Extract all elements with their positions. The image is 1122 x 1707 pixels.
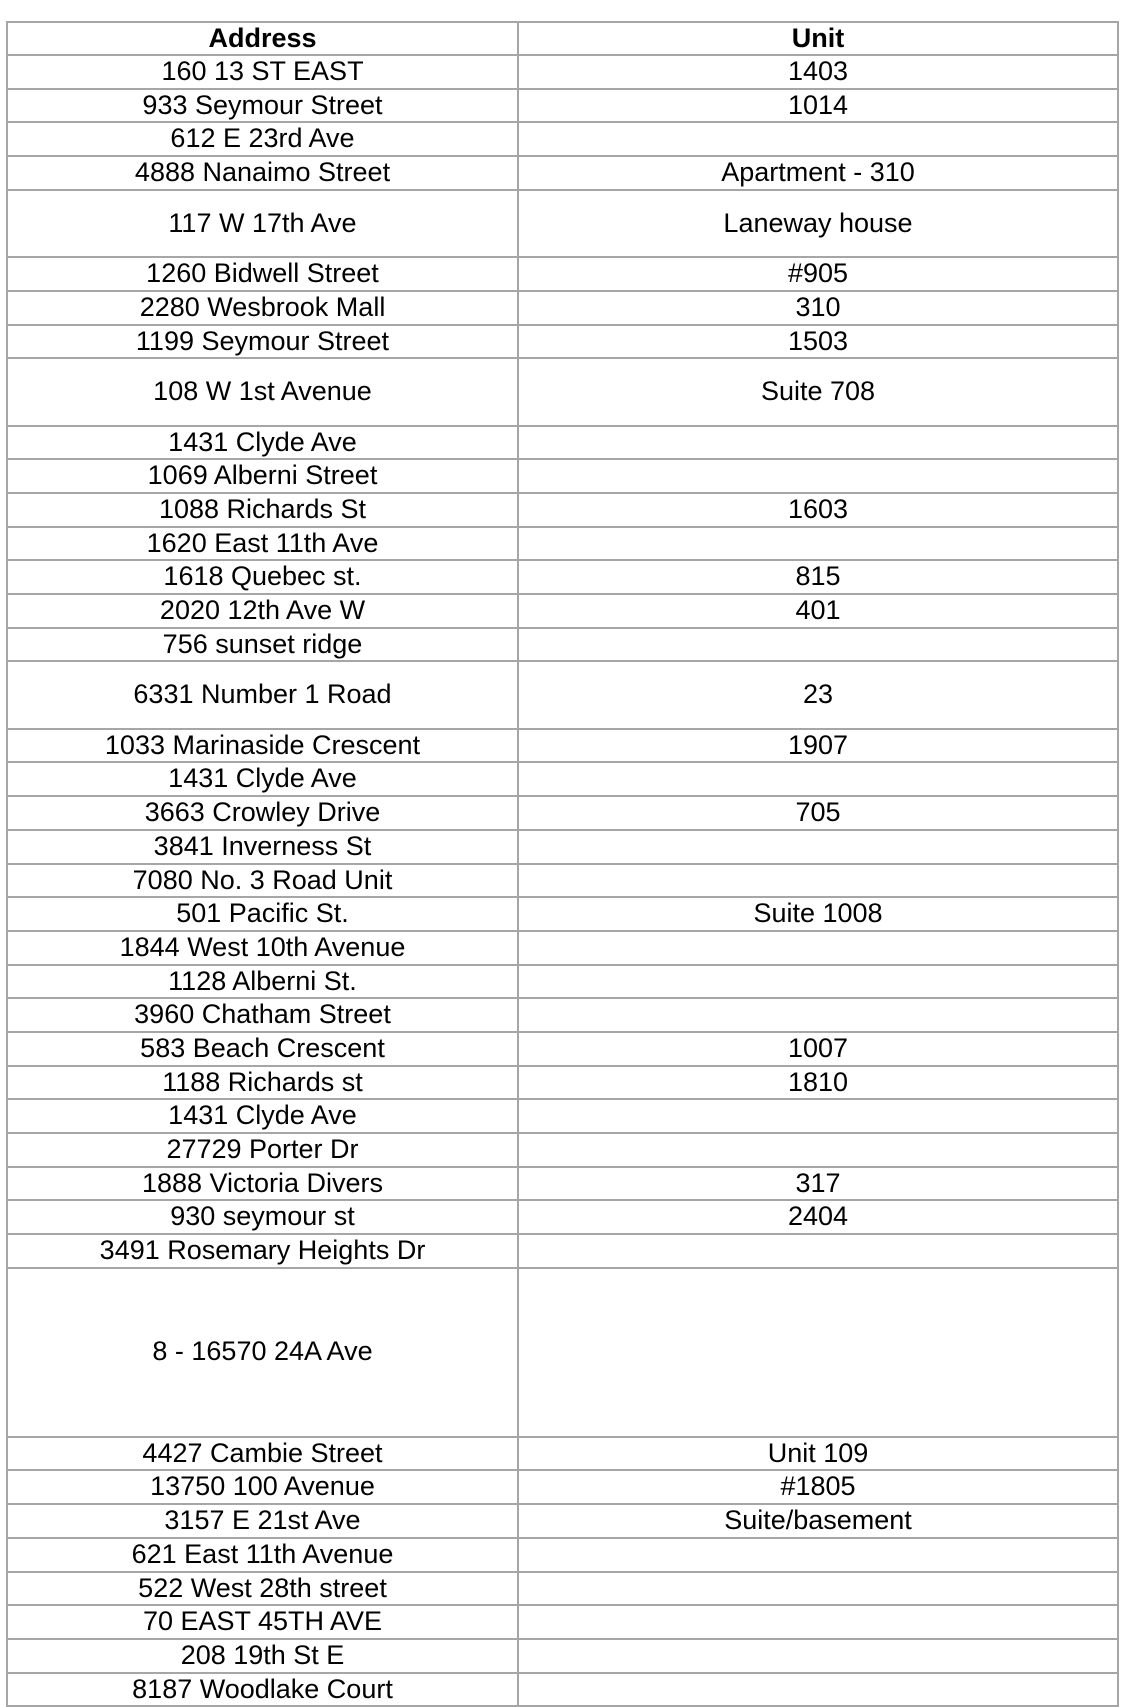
unit-cell[interactable]: Suite 708	[518, 358, 1118, 425]
table-row	[7, 527, 1118, 561]
address-cell[interactable]: 1888 Victoria Divers	[7, 1167, 518, 1201]
address-cell[interactable]: 1620 East 11th Ave	[7, 527, 518, 561]
unit-cell[interactable]: 705	[518, 796, 1118, 830]
unit-cell[interactable]: Laneway house	[518, 190, 1118, 257]
address-cell[interactable]: 13750 100 Avenue	[7, 1470, 518, 1504]
address-cell[interactable]: 1844 West 10th Avenue	[7, 931, 518, 965]
table-row	[7, 190, 1118, 257]
address-cell[interactable]: 4888 Nanaimo Street	[7, 156, 518, 190]
table-row	[7, 1066, 1118, 1100]
address-cell[interactable]: 1069 Alberni Street	[7, 459, 518, 493]
address-cell[interactable]: 1033 Marinaside Crescent	[7, 729, 518, 763]
table-row	[7, 762, 1118, 796]
table-row	[7, 560, 1118, 594]
table-row	[7, 1200, 1118, 1234]
table-row	[7, 830, 1118, 864]
address-cell[interactable]: 8 - 16570 24A Ave	[7, 1268, 518, 1437]
unit-cell[interactable]	[518, 1234, 1118, 1268]
unit-cell[interactable]: 23	[518, 661, 1118, 728]
address-cell[interactable]: 930 seymour st	[7, 1200, 518, 1234]
table-row	[7, 291, 1118, 325]
table-body	[7, 55, 1118, 1706]
unit-cell[interactable]	[518, 1268, 1118, 1437]
address-cell[interactable]: 1088 Richards St	[7, 493, 518, 527]
address-cell[interactable]: 70 EAST 45TH AVE	[7, 1605, 518, 1639]
table-row	[7, 1167, 1118, 1201]
header-row	[7, 22, 1118, 55]
unit-cell[interactable]: 401	[518, 594, 1118, 628]
address-cell[interactable]: 933 Seymour Street	[7, 89, 518, 123]
address-cell[interactable]: 7080 No. 3 Road Unit	[7, 864, 518, 898]
address-cell[interactable]: 1431 Clyde Ave	[7, 1099, 518, 1133]
address-cell[interactable]: 1199 Seymour Street	[7, 325, 518, 359]
unit-cell[interactable]: Apartment - 310	[518, 156, 1118, 190]
unit-cell[interactable]: 1810	[518, 1066, 1118, 1100]
table-row	[7, 1605, 1118, 1639]
address-cell[interactable]: 27729 Porter Dr	[7, 1133, 518, 1167]
address-cell[interactable]: 8187 Woodlake Court	[7, 1673, 518, 1707]
address-cell[interactable]: 3841 Inverness St	[7, 830, 518, 864]
address-cell[interactable]: 117 W 17th Ave	[7, 190, 518, 257]
column-header-unit[interactable]: Unit	[518, 22, 1118, 55]
unit-cell[interactable]	[518, 1639, 1118, 1673]
address-cell[interactable]: 1128 Alberni St.	[7, 965, 518, 999]
unit-cell[interactable]	[518, 864, 1118, 898]
table-row	[7, 897, 1118, 931]
table-row	[7, 864, 1118, 898]
unit-cell[interactable]: 2404	[518, 1200, 1118, 1234]
unit-cell[interactable]: Unit 109	[518, 1437, 1118, 1471]
unit-cell[interactable]	[518, 762, 1118, 796]
address-cell[interactable]: 108 W 1st Avenue	[7, 358, 518, 425]
address-cell[interactable]: 3157 E 21st Ave	[7, 1504, 518, 1538]
unit-cell[interactable]	[518, 1133, 1118, 1167]
unit-cell[interactable]: Suite/basement	[518, 1504, 1118, 1538]
table-row	[7, 1673, 1118, 1707]
unit-cell[interactable]: 310	[518, 291, 1118, 325]
address-cell[interactable]: 1188 Richards st	[7, 1066, 518, 1100]
address-cell[interactable]: 1260 Bidwell Street	[7, 257, 518, 291]
unit-cell[interactable]: 1014	[518, 89, 1118, 123]
table-row	[7, 55, 1118, 89]
address-cell[interactable]: 1618 Quebec st.	[7, 560, 518, 594]
table-row	[7, 1572, 1118, 1606]
table-row	[7, 426, 1118, 460]
unit-cell[interactable]	[518, 426, 1118, 460]
table-row	[7, 729, 1118, 763]
column-header-address[interactable]: Address	[7, 22, 518, 55]
table-row	[7, 89, 1118, 123]
address-cell[interactable]: 3960 Chatham Street	[7, 998, 518, 1032]
table-row	[7, 1437, 1118, 1471]
address-cell[interactable]: 2280 Wesbrook Mall	[7, 291, 518, 325]
address-cell[interactable]: 501 Pacific St.	[7, 897, 518, 931]
address-cell[interactable]: 3491 Rosemary Heights Dr	[7, 1234, 518, 1268]
address-cell[interactable]: 208 19th St E	[7, 1639, 518, 1673]
unit-cell[interactable]: 1603	[518, 493, 1118, 527]
table-row	[7, 998, 1118, 1032]
table-row	[7, 1504, 1118, 1538]
address-cell[interactable]: 2020 12th Ave W	[7, 594, 518, 628]
table-row	[7, 493, 1118, 527]
address-cell[interactable]: 621 East 11th Avenue	[7, 1538, 518, 1572]
address-cell[interactable]: 1431 Clyde Ave	[7, 762, 518, 796]
unit-cell[interactable]	[518, 628, 1118, 662]
address-cell[interactable]: 6331 Number 1 Road	[7, 661, 518, 728]
table-row	[7, 1099, 1118, 1133]
table-row	[7, 1268, 1118, 1437]
unit-cell[interactable]: 317	[518, 1167, 1118, 1201]
table-row	[7, 459, 1118, 493]
table-row	[7, 965, 1118, 999]
address-cell[interactable]: 583 Beach Crescent	[7, 1032, 518, 1066]
table-row	[7, 1470, 1118, 1504]
unit-cell[interactable]	[518, 527, 1118, 561]
unit-cell[interactable]	[518, 1538, 1118, 1572]
unit-cell[interactable]: Suite 1008	[518, 897, 1118, 931]
unit-cell[interactable]: 1403	[518, 55, 1118, 89]
unit-cell[interactable]	[518, 965, 1118, 999]
unit-cell[interactable]: 1503	[518, 325, 1118, 359]
address-cell[interactable]: 160 13 ST EAST	[7, 55, 518, 89]
table-row	[7, 1234, 1118, 1268]
table-row	[7, 661, 1118, 728]
address-cell[interactable]: 3663 Crowley Drive	[7, 796, 518, 830]
unit-cell[interactable]	[518, 1099, 1118, 1133]
table-row	[7, 122, 1118, 156]
unit-cell[interactable]: 815	[518, 560, 1118, 594]
address-cell[interactable]: 522 West 28th street	[7, 1572, 518, 1606]
unit-cell[interactable]	[518, 931, 1118, 965]
table-row	[7, 358, 1118, 425]
table-row	[7, 1639, 1118, 1673]
unit-cell[interactable]: 1007	[518, 1032, 1118, 1066]
table-row	[7, 1538, 1118, 1572]
unit-cell[interactable]	[518, 998, 1118, 1032]
table-row	[7, 1133, 1118, 1167]
unit-cell[interactable]	[518, 459, 1118, 493]
address-cell[interactable]: 1431 Clyde Ave	[7, 426, 518, 460]
table-row	[7, 796, 1118, 830]
unit-cell[interactable]	[518, 830, 1118, 864]
table-row	[7, 1032, 1118, 1066]
unit-cell[interactable]: #905	[518, 257, 1118, 291]
address-cell[interactable]: 756 sunset ridge	[7, 628, 518, 662]
unit-cell[interactable]	[518, 122, 1118, 156]
unit-cell[interactable]: #1805	[518, 1470, 1118, 1504]
table-row	[7, 257, 1118, 291]
address-cell[interactable]: 4427 Cambie Street	[7, 1437, 518, 1471]
unit-cell[interactable]	[518, 1605, 1118, 1639]
table-row	[7, 325, 1118, 359]
address-cell[interactable]: 612 E 23rd Ave	[7, 122, 518, 156]
table-row	[7, 156, 1118, 190]
unit-cell[interactable]: 1907	[518, 729, 1118, 763]
unit-cell[interactable]	[518, 1572, 1118, 1606]
table-row	[7, 931, 1118, 965]
address-unit-table	[6, 21, 1119, 1707]
table-row	[7, 628, 1118, 662]
table-row	[7, 594, 1118, 628]
unit-cell[interactable]	[518, 1673, 1118, 1707]
